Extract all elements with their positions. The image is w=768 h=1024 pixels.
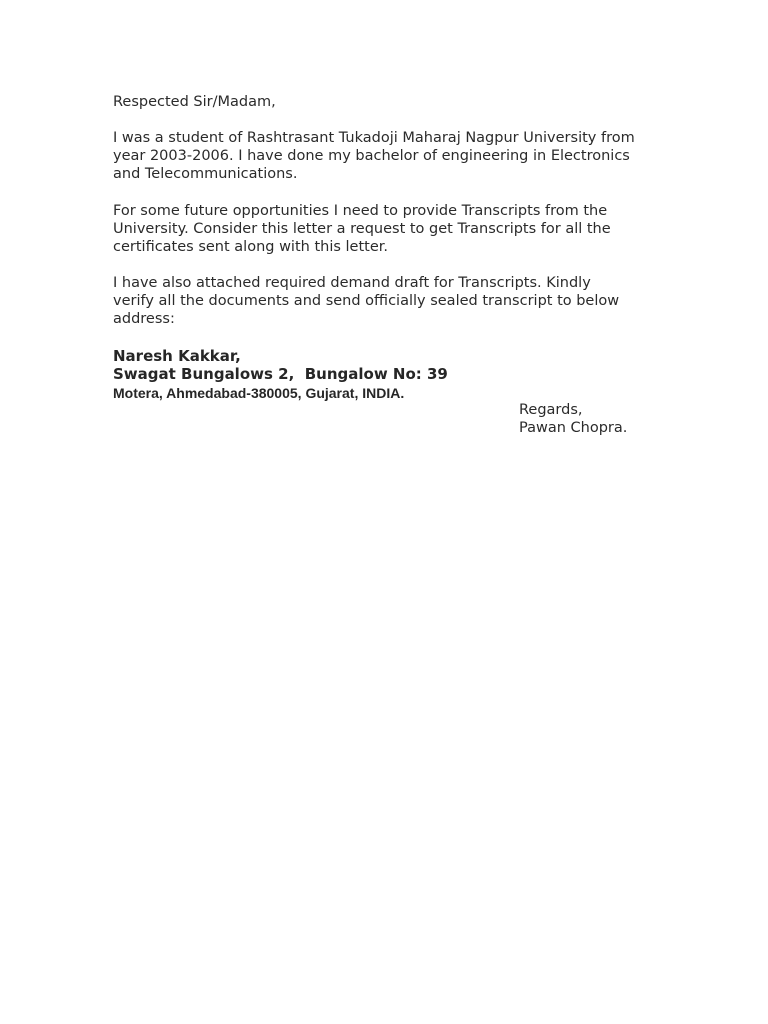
address-street: Swagat Bungalows 2, Bungalow No: 39	[113, 365, 448, 383]
paragraph-transcript-request: For some future opportunities I need to provide Transcripts from the University. Consider this letter a request to get Transcripts for all the certificates sent along with this letter.	[113, 203, 611, 255]
address-city: Motera, Ahmedabad-380005, Gujarat, INDIA.	[113, 385, 405, 401]
paragraph-demand-draft: I have also attached required demand draft for Transcripts. Kindly verify all the documents and send officially sealed transcript to below address:	[113, 275, 620, 327]
salutation: Respected Sir/Madam,	[113, 94, 276, 110]
paragraph-university: I was a student of Rashtrasant Tukadoji Maharaj Nagpur University from year 2003-2006. I have done my bachelor of engineering in Electronics and Telecommunications.	[113, 130, 635, 182]
address-name: Naresh Kakkar,	[113, 347, 241, 365]
signature-name: Pawan Chopra.	[519, 420, 628, 436]
closing: Regards,	[519, 402, 583, 418]
